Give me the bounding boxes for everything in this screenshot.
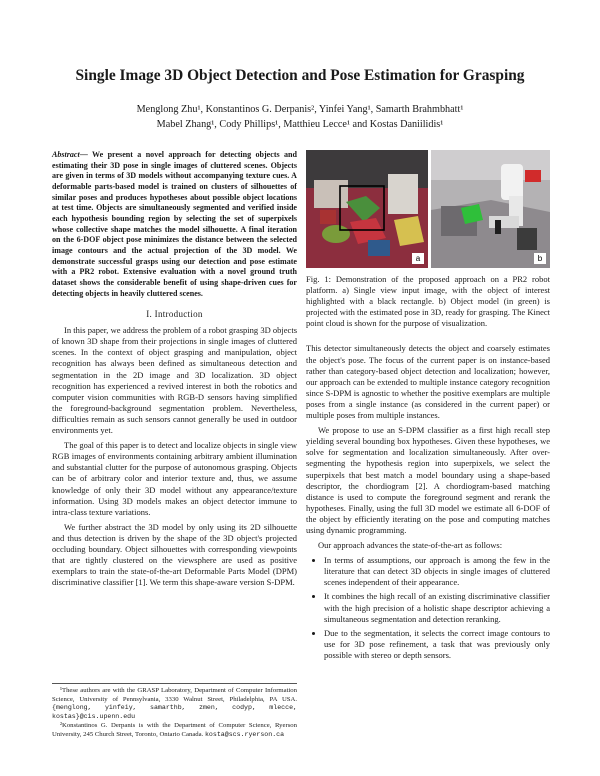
pose-visualization-image: [431, 150, 550, 268]
paragraph: Our approach advances the state-of-the-art as follows:: [318, 540, 503, 551]
figure-label-a: a: [412, 253, 424, 264]
abstract-text: — We present a novel approach for detecting objects and estimating their 3D pose in single images of cluttered scenes. Objects are given in terms of 3D models without accompanying texture cues. A deformable parts-based model is trained on clusters of silhouettes of similar poses and produces hypotheses about possible object locations at test time. Objects are simultaneously segmented and verified inside each hypothesis bounding region by selecting the set of superpixels whose collective shape matches the model silhouette. A final iteration on the 6-DOF object pose minimizes the distance between the selected image contours and the actual projection of the 3D model. We demonstrate successful grasps using our detection and pose estimate with a PR2 robot. Extensive evaluation with a novel ground truth dataset shows the considerable benefit of using shape-driven cues for detecting objects in heavily cluttered scenes.: [52, 150, 297, 298]
input-image-robot-view: [306, 150, 428, 268]
footnote-text: ¹These authors are with the GRASP Laboratory, Department of Computer Information Science, University of Pennsylvania, 3330 Walnut Street, Philadelphia, PA USA.: [52, 687, 297, 703]
right-body: [306, 343, 550, 661]
introduction-body: [52, 325, 297, 588]
section-heading: I. Introduction: [146, 309, 203, 320]
paragraph: In this paper, we address the problem of a robot grasping 3D objects of known 3D shape from their projections in single images of cluttered scenes. In the context of object grasping and manipulation, object recognition has always been defined as simultaneous detection and segmentation in the 2D image and 3D localization. 3D object recognition has experienced a revived interest in both the robotics and computer vision communities with RGB-D sensors having simplified the foreground-background segmentation problem. Nevertheless, difficulties remain as such sensors cannot generally be used in outdoor environments yet.: [52, 325, 297, 436]
paragraph: The goal of this paper is to detect and localize objects in single view RGB images of environments containing arbitrary ambient illumination and substantial clutter for the purpose of autonomous grasping. Objects can be of arbitrary color and interior texture and, thus, we assume knowledge of only their 3D model without any appearance/texture information. Using 3D models makes an object detector immune to intra-class texture variations.: [52, 440, 297, 517]
figure-1: [306, 150, 550, 268]
contribution-list: [306, 555, 550, 661]
figure-image-a: [306, 150, 428, 268]
figure-caption: Fig. 1: Demonstration of the proposed approach on a PR2 robot platform. a) Single view input image, with the object of interest highlighted with a black rectangle. b) Object model (in green) is projected with the estimated pose in 3D, ready for grasping. The Kinect point cloud is shown for the purpose of visualization.: [306, 274, 550, 329]
figure-label-b: b: [534, 253, 546, 264]
author-line: Menglong Zhu¹, Konstantinos G. Derpanis², Yinfei Yang¹, Samarth Brahmbhatt¹: [136, 104, 464, 115]
footnote-text: ²Konstantinos G. Derpanis is with the Department of Computer Science, Ryerson University, 245 Church Street, Toronto, Ontario Canada.: [52, 722, 297, 738]
list-item: • It combines the high recall of an existing discriminative classifier with the high precision of a holistic shape descriptor achieving a simultaneous segmentation and detection reranking.: [324, 591, 550, 624]
footnotes: [52, 683, 297, 741]
footnote: [52, 722, 297, 739]
left-column: [52, 150, 297, 592]
paragraph: This detector simultaneously detects the object and coarsely estimates the object's pose. The focus of the current paper is on instance-based rather than category-based object detection and localization; however, our approach can be extended to multiple instance category recognition since S-DPM is agnostic to whether the positive exemplars are multiple poses from a single instance (as considered in the current paper) or multiple poses from multiple instances.: [306, 343, 550, 421]
paragraph: We propose to use an S-DPM classifier as a first high recall step yielding several bounding box hypotheses. Given these hypotheses, we solve for segmentation and localization simultaneously. After over-segmenting the hypothesis region into superpixels, we select the superpixels that best match a model boundary using a shape-based descriptor, the chordiogram [2]. A chordiogram-based matching distance is used to compute the foreground segment and rerank the hypotheses. Finally, using the full 3D model we estimate all 6-DOF of the object by efficiently iterating on the pose and computing matches using dynamic programming.: [306, 425, 550, 535]
list-item: • Due to the segmentation, it selects the correct image contours to use for 3D pose refinement, a task that was previously only possible with stereo or depth sensors.: [324, 628, 550, 661]
abstract: [52, 150, 297, 299]
right-column: [306, 150, 550, 664]
abstract-lead: Abstract: [52, 150, 80, 159]
footnote: [52, 687, 297, 721]
footnote-emails: {menglong, yinfeiy, samarthb, zmen, codyp, mlecce, kostas}@cis.upenn.edu: [52, 704, 297, 720]
author-list: [80, 102, 520, 132]
list-item: • In terms of assumptions, our approach is among the few in the literature that can detect 3D objects in single images of cluttered scenes independent of their appearance.: [324, 555, 550, 588]
paper-title: Single Image 3D Object Detection and Pose Estimation for Grasping: [75, 67, 525, 84]
figure-image-b: [431, 150, 550, 268]
paragraph: We further abstract the 3D model by only using its 2D silhouette and thus detection is driven by the shape of the 3D object's projected occluding boundary. Object silhouettes with corresponding viewpoints that are tightly clustered on the viewsphere are used as positive exemplars to train the state-of-the-art Deformable Parts Model (DPM) discriminative classifier [1]. We term this shape-aware version S-DPM.: [52, 521, 297, 588]
author-line: Mabel Zhang¹, Cody Phillips¹, Matthieu Lecce¹ and Kostas Daniilidis¹: [156, 119, 444, 130]
footnote-email: kosta@scs.ryerson.ca: [204, 730, 285, 738]
